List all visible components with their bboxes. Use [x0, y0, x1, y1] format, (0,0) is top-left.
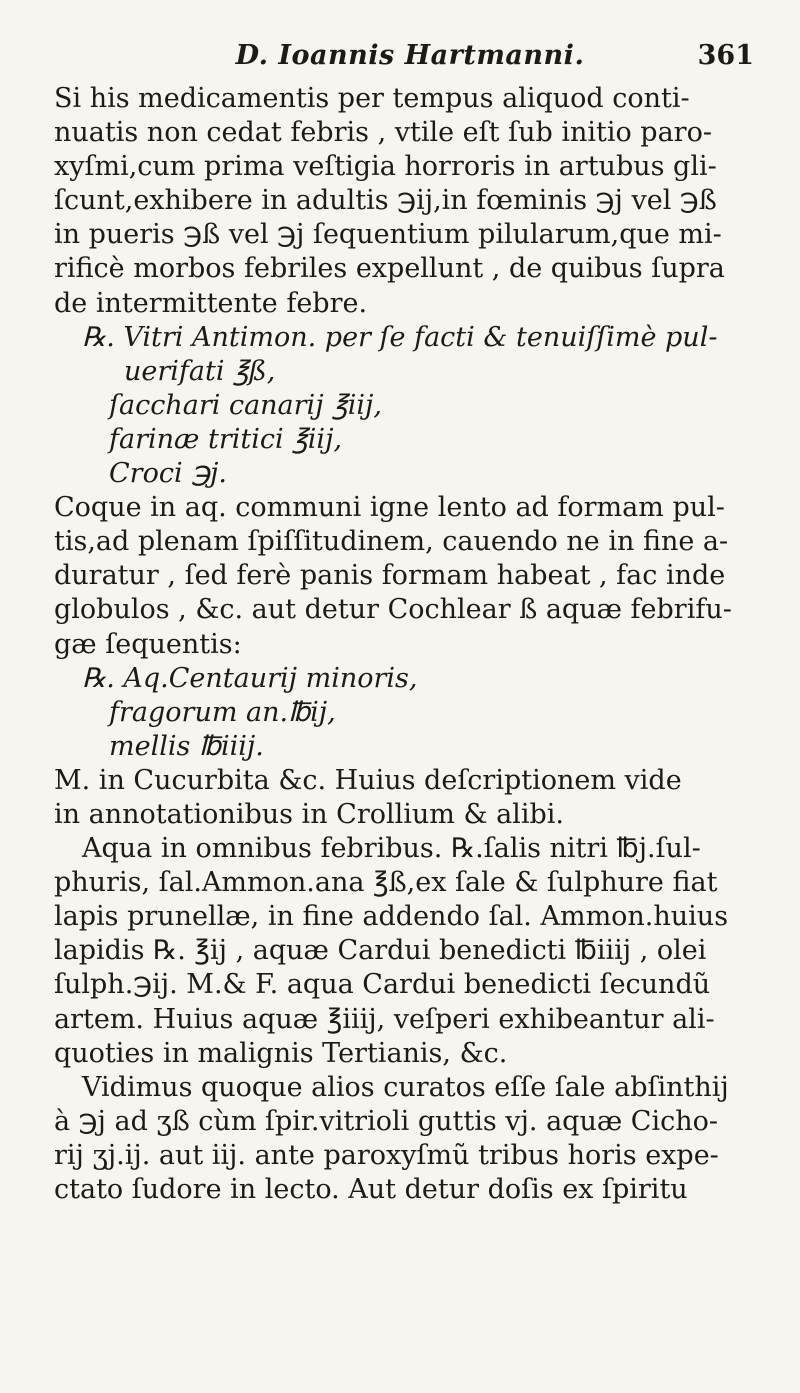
recipe-ingredient: Croci ℈j. — [109, 458, 227, 490]
text-line: de intermittente febre. — [54, 287, 368, 319]
text-line: ſulph.℈ij. M.& F. aqua Cardui benedicti ſecundũ — [54, 969, 711, 1001]
text-line: lapidis ℞. ℥ij , aquæ Cardui benedicti ℔iiij , olei — [54, 935, 707, 967]
text-line: duratur , ſed ferè panis formam habeat , fac inde — [54, 560, 726, 592]
recipe-ingredient: fragorum an.℔ij, — [109, 696, 336, 728]
recipe-line: ℞. Vitri Antimon. per ſe facti & tenuiſſimè pul- — [82, 321, 718, 353]
recipe-line: uerifati ℥ß, — [124, 355, 276, 387]
text-line: Coque in aq. communi igne lento ad formam pul- — [54, 492, 725, 524]
text-line: globulos , &c. aut detur Cochlear ß aquæ febrifu- — [54, 594, 732, 626]
page-header — [60, 40, 760, 80]
text-line: artem. Huius aquæ ℥iiij, veſperi exhibeantur ali- — [54, 1003, 715, 1035]
text-line: rij ʒj.ij. aut iij. ante paroxyſmũ tribus horis expe- — [54, 1139, 719, 1171]
text-line: nuatis non cedat febris , vtile eſt ſub initio paro- — [54, 117, 712, 149]
text-line: gæ ſequentis: — [54, 628, 242, 660]
text-line: xyſmi,cum prima veſtigia horroris in artubus gli- — [54, 151, 717, 183]
text-line: ctato ſudore in lecto. Aut detur doſis ex ſpiritu — [54, 1174, 688, 1205]
text-line: à ℈j ad ʒß cùm ſpir.vitrioli guttis vj. aquæ Cicho- — [54, 1105, 718, 1137]
paragraph-start-line: Vidimus quoque alios curatos eſſe ſale abſinthij — [82, 1071, 729, 1103]
paragraph-start-line: Aqua in omnibus febribus. ℞.ſalis nitri ℔j.ſul- — [82, 833, 701, 865]
text-line: tis,ad plenam ſpiſſitudinem, cauendo ne in fine a- — [54, 526, 729, 558]
page-number: 361 — [697, 40, 754, 71]
recipe-ingredient: farinæ tritici ℥iij, — [109, 423, 343, 455]
text-line: ſcunt,exhibere in adultis ℈ij,in fœminis ℈j vel ℈ß — [54, 185, 717, 217]
body-text — [54, 82, 764, 1207]
text-line: in pueris ℈ß vel ℈j ſequentium pilularum,que mi- — [54, 219, 722, 251]
text-line: phuris, ſal.Ammon.ana ℥ß,ex ſale & ſulphure fiat — [54, 867, 718, 899]
text-line: quoties in malignis Tertianis, &c. — [54, 1037, 508, 1069]
text-line: M. in Cucurbita &c. Huius deſcriptionem vide — [54, 764, 682, 796]
text-line: lapis prunellæ, in fine addendo ſal. Ammon.huius — [54, 901, 729, 933]
text-line: rificè morbos febriles expellunt , de quibus ſupra — [54, 253, 725, 285]
running-head: D. Ioannis Hartmanni. — [235, 40, 585, 71]
recipe-ingredient: mellis ℔iiij. — [109, 730, 264, 762]
text-line: in annotationibus in Crollium & alibi. — [54, 798, 564, 830]
recipe-ingredient: ſacchari canarij ℥iij, — [109, 389, 382, 421]
recipe-line: ℞. Aq.Centaurij minoris, — [82, 662, 418, 694]
text-line: Si his medicamentis per tempus aliquod conti- — [54, 83, 690, 114]
